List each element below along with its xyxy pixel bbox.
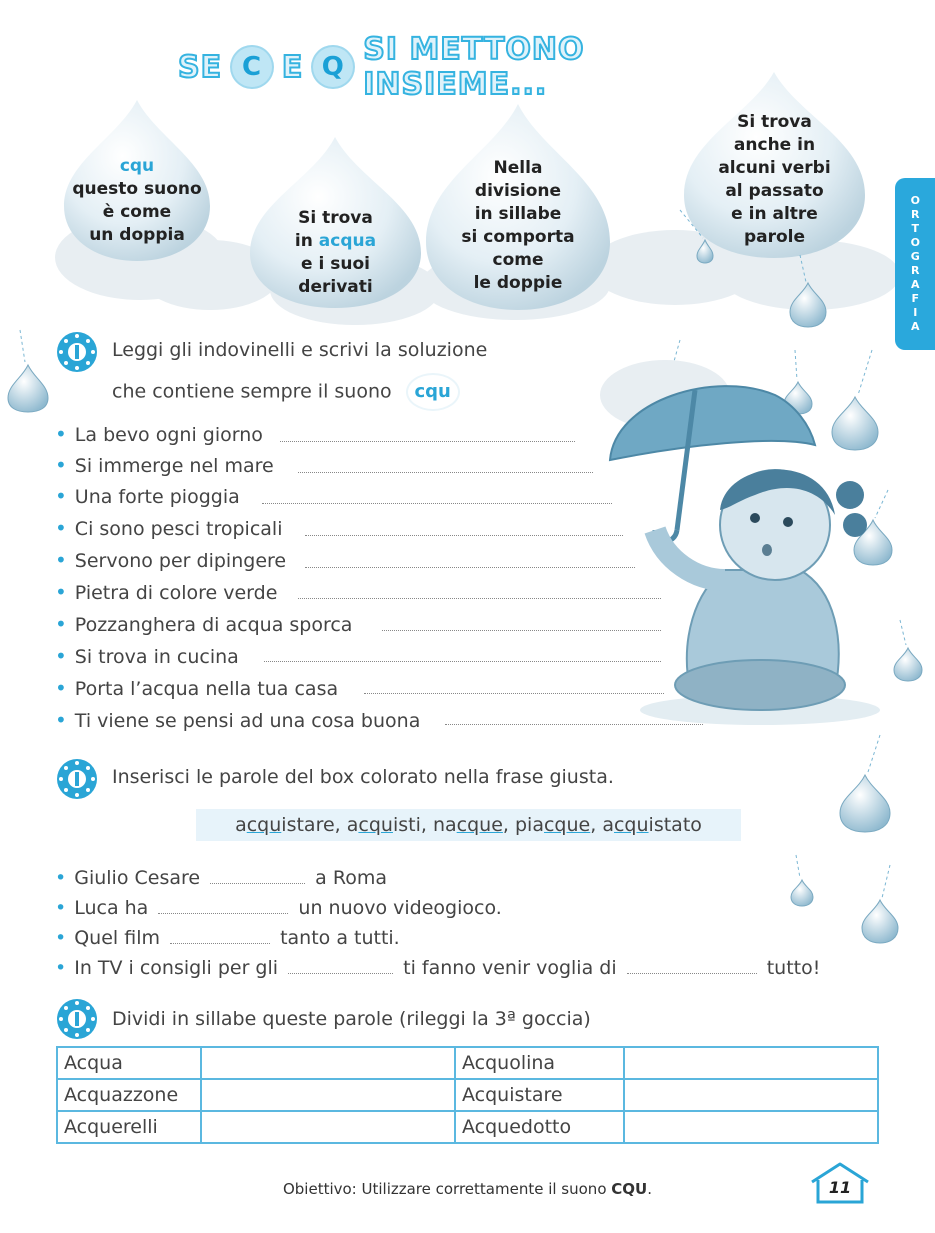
- answer-line[interactable]: [298, 598, 661, 599]
- list-item: • Servono per dipingere: [55, 548, 287, 572]
- answer-cell[interactable]: [201, 1047, 455, 1079]
- list-item: • La bevo ogni giorno: [55, 422, 263, 446]
- answer-line[interactable]: [264, 661, 661, 662]
- answer-cell[interactable]: [624, 1047, 878, 1079]
- syllable-table: [56, 1046, 879, 1144]
- word-cell: Acqua: [57, 1047, 201, 1079]
- box-word: acquistare: [235, 814, 335, 836]
- table-row: [57, 1079, 878, 1111]
- list-item: • Giulio Cesare a Roma: [55, 867, 387, 889]
- table-row: [57, 1047, 878, 1079]
- blank-line[interactable]: [210, 883, 305, 884]
- instruction-text: che contiene sempre il suono: [112, 380, 392, 403]
- list-item: • Quel film tanto a tutti.: [55, 927, 400, 949]
- drop4-line: Si trova: [737, 112, 812, 132]
- box-word: piacque: [515, 814, 591, 836]
- word-cell: Acquedotto: [455, 1111, 624, 1143]
- blank-line[interactable]: [288, 973, 393, 974]
- list-item: • Porta l’acqua nella tua casa: [55, 676, 339, 700]
- list-item: • In TV i consigli per gli ti fanno venir voglia di tutto!: [55, 957, 821, 979]
- drop3-line: Nella: [493, 158, 543, 178]
- answer-line[interactable]: [364, 693, 664, 694]
- answer-line[interactable]: [305, 567, 635, 568]
- footer-bold: CQU: [611, 1180, 648, 1198]
- drop3-line: divisione: [474, 181, 562, 201]
- answer-line[interactable]: [382, 630, 661, 631]
- answer-cell[interactable]: [201, 1111, 455, 1143]
- exercise1-instruction-line1: Leggi gli indovinelli e scrivi la soluzione: [112, 339, 488, 361]
- drop2-line: e i suoi: [301, 253, 370, 274]
- footer-text: Obiettivo: Utilizzare correttamente il suono: [282, 1180, 607, 1198]
- drop3-line: si comporta: [461, 227, 575, 247]
- word-cell: Acquazzone: [57, 1079, 201, 1111]
- blank-line[interactable]: [627, 973, 757, 974]
- instruction-sun-icon-2: [56, 758, 98, 800]
- list-item: • Una forte pioggia: [55, 484, 240, 508]
- title-letter-c: C: [230, 45, 274, 89]
- list-item: • Luca ha un nuovo videogioco.: [55, 897, 502, 919]
- list-item: • Ci sono pesci tropicali: [55, 516, 283, 540]
- list-item: • Ti viene se pensi ad una cosa buona: [55, 708, 421, 732]
- list-item: • Pietra di colore verde: [55, 580, 278, 604]
- drop1-line: un doppia: [89, 224, 185, 245]
- title-part3: SI METTONO INSIEME...: [363, 32, 585, 102]
- blank-line[interactable]: [158, 913, 288, 914]
- answer-line[interactable]: [280, 441, 575, 442]
- drop1-highlight: cqu: [119, 155, 155, 176]
- word-cell: Acquistare: [455, 1079, 624, 1111]
- word-cell: Acquerelli: [57, 1111, 201, 1143]
- exercise1-instruction-line2: [112, 375, 458, 409]
- box-word: nacque: [432, 814, 503, 836]
- side-tab-label: ORTOGRAFIA: [908, 194, 922, 334]
- answer-cell[interactable]: [624, 1111, 878, 1143]
- exercise2-instruction: Inserisci le parole del box colorato nella frase giusta.: [112, 766, 614, 788]
- drop2-line-hl: in acqua: [294, 230, 377, 251]
- list-item: • Si immerge nel mare: [55, 453, 274, 477]
- table-row: [57, 1111, 878, 1143]
- answer-line[interactable]: [298, 472, 593, 473]
- page-number: 11: [828, 1178, 852, 1197]
- drop3-line: le doppie: [473, 273, 563, 293]
- instruction-sun-icon-1: [56, 331, 98, 373]
- answer-line[interactable]: [262, 503, 612, 504]
- drop3-line: come: [492, 250, 544, 270]
- page-number-house: [808, 1160, 872, 1206]
- drop2-line: Si trova: [298, 207, 373, 228]
- answer-cell[interactable]: [201, 1079, 455, 1111]
- box-word: acquisti: [346, 814, 421, 836]
- drop4-line: parole: [743, 227, 806, 247]
- title-part2: E: [281, 49, 304, 85]
- list-item: • Pozzanghera di acqua sporca: [55, 612, 353, 636]
- drop4-line: alcuni verbi: [718, 158, 831, 178]
- answer-line[interactable]: [305, 535, 623, 536]
- footer-end: .: [647, 1180, 653, 1198]
- exercise3-instruction: Dividi in sillabe queste parole (rileggi la 3ª goccia): [112, 1008, 591, 1030]
- title-part1: SE: [178, 49, 223, 85]
- word-cell: Acquolina: [455, 1047, 624, 1079]
- box-word: acquistato: [602, 814, 702, 836]
- drop3-line: in sillabe: [474, 204, 562, 224]
- cqu-badge: cqu: [408, 375, 458, 409]
- drop4-line: anche in: [733, 135, 816, 155]
- title-letter-q: Q: [311, 45, 355, 89]
- drop1-line: questo suono: [72, 178, 202, 199]
- riddle-list: [55, 422, 695, 732]
- drop1-line: è come: [102, 201, 172, 222]
- drop4-line: al passato: [725, 181, 824, 201]
- answer-line[interactable]: [445, 724, 703, 725]
- drop4-line: e in altre: [731, 204, 818, 224]
- word-box: acquistare, acquisti, nacque, piacque, acquistato: [196, 809, 741, 841]
- list-item: • Si trova in cucina: [55, 644, 239, 668]
- blank-line[interactable]: [170, 943, 270, 944]
- sentence-list: [55, 867, 875, 992]
- answer-cell[interactable]: [624, 1079, 878, 1111]
- instruction-sun-icon-3: [56, 998, 98, 1040]
- drop2-line: derivati: [298, 276, 373, 297]
- footer-objective: [0, 1180, 935, 1198]
